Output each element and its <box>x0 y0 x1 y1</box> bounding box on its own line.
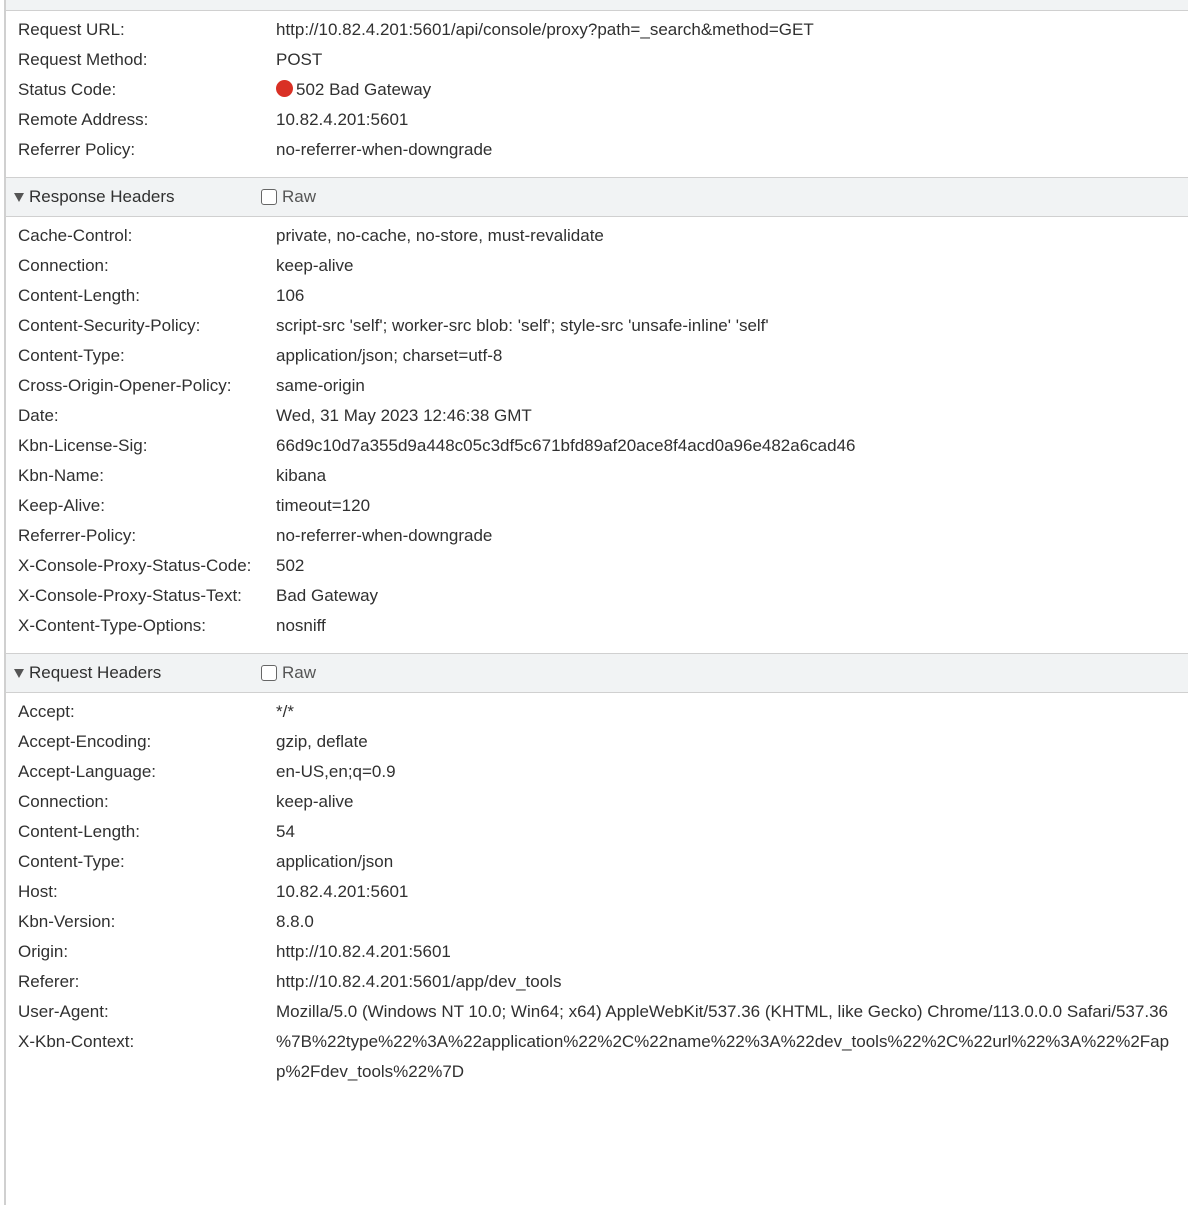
header-value: 106 <box>276 286 305 305</box>
triangle-down-icon <box>14 669 24 678</box>
header-name: Status Code: <box>18 80 117 99</box>
header-value: same-origin <box>276 376 365 395</box>
header-row <box>6 757 1188 787</box>
header-value: 10.82.4.201:5601 <box>276 882 409 901</box>
header-name: User-Agent: <box>18 1002 109 1021</box>
header-value: POST <box>276 50 323 69</box>
header-name: Kbn-Version: <box>18 912 116 931</box>
header-row <box>6 221 1188 251</box>
general-section-header <box>6 0 1188 11</box>
header-row <box>6 45 1188 75</box>
header-row <box>6 341 1188 371</box>
header-row <box>6 135 1188 165</box>
header-row <box>6 311 1188 341</box>
request-headers-header <box>6 653 1188 693</box>
header-name: X-Kbn-Context: <box>18 1032 135 1051</box>
header-row <box>6 787 1188 817</box>
header-value: 66d9c10d7a355d9a448c05c3df5c671bfd89af20ace8f4acd0a96e482a6cad46 <box>276 436 856 455</box>
header-name: X-Console-Proxy-Status-Code: <box>18 556 252 575</box>
header-value: http://10.82.4.201:5601/api/console/proxy?path=_search&method=GET <box>276 20 814 39</box>
header-row <box>6 817 1188 847</box>
header-row <box>6 847 1188 877</box>
header-row <box>6 15 1188 45</box>
header-row <box>6 611 1188 641</box>
header-value <box>276 75 1181 105</box>
header-name: Host: <box>18 882 58 901</box>
header-name: Kbn-License-Sig: <box>18 436 148 455</box>
header-value: private, no-cache, no-store, must-revalidate <box>276 226 604 245</box>
header-value: Bad Gateway <box>276 586 379 605</box>
header-value: %7B%22type%22%3A%22application%22%2C%22name%22%3A%22dev_tools%22%2C%22url%22%3A%22%2Fapp%2Fdev_tools%22%7D <box>276 1032 1170 1081</box>
header-row <box>6 371 1188 401</box>
header-row <box>6 251 1188 281</box>
raw-label: Raw <box>282 187 317 206</box>
header-row <box>6 937 1188 967</box>
header-value: no-referrer-when-downgrade <box>276 140 493 159</box>
checkbox-icon <box>261 189 277 205</box>
header-row <box>6 727 1188 757</box>
header-row <box>6 877 1188 907</box>
header-name: Accept-Encoding: <box>18 732 152 751</box>
header-name: Kbn-Name: <box>18 466 104 485</box>
header-value: no-referrer-when-downgrade <box>276 526 493 545</box>
header-name: Referrer-Policy: <box>18 526 137 545</box>
response-headers-title: Response Headers <box>29 187 175 206</box>
status-error-icon <box>276 80 293 97</box>
header-name: Origin: <box>18 942 69 961</box>
header-value: application/json <box>276 852 394 871</box>
header-value: kibana <box>276 466 327 485</box>
header-value: Mozilla/5.0 (Windows NT 10.0; Win64; x64) AppleWebKit/537.36 (KHTML, like Gecko) Chrome/113.0.0.0 Safari/537.36 <box>276 1002 1168 1021</box>
header-value: en-US,en;q=0.9 <box>276 762 396 781</box>
header-value: timeout=120 <box>276 496 371 515</box>
status-text: 502 Bad Gateway <box>296 80 432 99</box>
header-row <box>6 907 1188 937</box>
header-name: Date: <box>18 406 59 425</box>
header-name: Remote Address: <box>18 110 149 129</box>
general-section <box>6 11 1188 177</box>
header-row <box>6 997 1188 1027</box>
header-name: Cross-Origin-Opener-Policy: <box>18 376 232 395</box>
request-headers-title: Request Headers <box>29 663 162 682</box>
header-value: 502 <box>276 556 305 575</box>
header-row <box>6 581 1188 611</box>
header-value: 10.82.4.201:5601 <box>276 110 409 129</box>
header-name: X-Console-Proxy-Status-Text: <box>18 586 242 605</box>
header-name: Content-Type: <box>18 852 125 871</box>
panel-left-border <box>4 0 6 1205</box>
header-name: Keep-Alive: <box>18 496 105 515</box>
header-row <box>6 105 1188 135</box>
header-row <box>6 281 1188 311</box>
header-name: Connection: <box>18 792 109 811</box>
header-row <box>6 551 1188 581</box>
header-value: 8.8.0 <box>276 912 314 931</box>
header-value: keep-alive <box>276 792 354 811</box>
response-headers-header <box>6 177 1188 217</box>
header-row <box>6 431 1188 461</box>
header-name: Content-Length: <box>18 286 140 305</box>
header-name: Content-Security-Policy: <box>18 316 201 335</box>
header-name: Connection: <box>18 256 109 275</box>
response-headers-toggle[interactable] <box>6 187 261 207</box>
header-row <box>6 521 1188 551</box>
header-name: Accept-Language: <box>18 762 156 781</box>
header-value: Wed, 31 May 2023 12:46:38 GMT <box>276 406 532 425</box>
checkbox-icon <box>261 665 277 681</box>
header-name: Cache-Control: <box>18 226 133 245</box>
header-row <box>6 491 1188 521</box>
header-value: 54 <box>276 822 295 841</box>
request-headers-toggle[interactable] <box>6 663 261 683</box>
response-headers-raw-checkbox[interactable] <box>261 187 316 207</box>
header-value: script-src 'self'; worker-src blob: 'self'; style-src 'unsafe-inline' 'self' <box>276 316 769 335</box>
header-name: Content-Length: <box>18 822 140 841</box>
header-name: Request URL: <box>18 20 125 39</box>
header-value: */* <box>276 702 294 721</box>
header-name: Request Method: <box>18 50 148 69</box>
header-row <box>6 75 1188 105</box>
header-value: http://10.82.4.201:5601 <box>276 942 451 961</box>
raw-label: Raw <box>282 663 317 682</box>
header-row <box>6 967 1188 997</box>
header-value: nosniff <box>276 616 326 635</box>
request-headers-raw-checkbox[interactable] <box>261 663 316 683</box>
header-row <box>6 401 1188 431</box>
header-value: http://10.82.4.201:5601/app/dev_tools <box>276 972 562 991</box>
header-value: gzip, deflate <box>276 732 368 751</box>
header-row <box>6 1027 1188 1087</box>
response-headers-section <box>6 217 1188 653</box>
request-headers-section <box>6 693 1188 1099</box>
triangle-down-icon <box>14 193 24 202</box>
header-name: X-Content-Type-Options: <box>18 616 207 635</box>
header-value: application/json; charset=utf-8 <box>276 346 503 365</box>
header-name: Referer: <box>18 972 80 991</box>
header-name: Referrer Policy: <box>18 140 136 159</box>
header-row <box>6 697 1188 727</box>
header-name: Content-Type: <box>18 346 125 365</box>
header-name: Accept: <box>18 702 75 721</box>
header-value: keep-alive <box>276 256 354 275</box>
header-row <box>6 461 1188 491</box>
